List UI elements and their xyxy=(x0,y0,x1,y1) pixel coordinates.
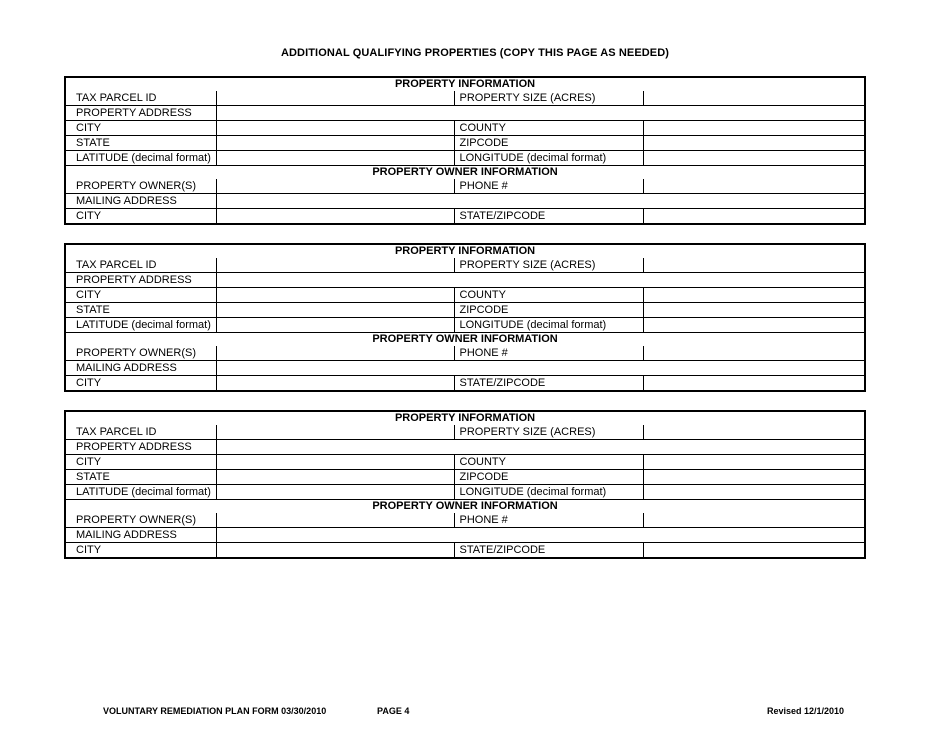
city-field[interactable] xyxy=(216,288,454,303)
tax-parcel-label: TAX PARCEL ID xyxy=(65,258,216,273)
longitude-label: LONGITUDE (decimal format) xyxy=(454,318,643,333)
owner-label: PROPERTY OWNER(S) xyxy=(65,513,216,528)
mailing-address-field[interactable] xyxy=(216,194,865,209)
state-zip-row xyxy=(65,136,865,151)
zipcode-field[interactable] xyxy=(643,136,865,151)
property-address-row xyxy=(65,273,865,288)
owner-city-row xyxy=(65,543,865,559)
county-label: COUNTY xyxy=(454,288,643,303)
phone-label: PHONE # xyxy=(454,179,643,194)
county-label: COUNTY xyxy=(454,121,643,136)
latitude-field[interactable] xyxy=(216,318,454,333)
property-size-field[interactable] xyxy=(643,91,865,106)
owner-city-row xyxy=(65,209,865,225)
property-size-label: PROPERTY SIZE (ACRES) xyxy=(454,258,643,273)
mailing-address-label: MAILING ADDRESS xyxy=(65,361,216,376)
longitude-label: LONGITUDE (decimal format) xyxy=(454,485,643,500)
latitude-label: LATITUDE (decimal format) xyxy=(65,151,216,166)
owner-field[interactable] xyxy=(216,179,454,194)
latitude-field[interactable] xyxy=(216,151,454,166)
tax-parcel-field[interactable] xyxy=(216,425,454,440)
footer-form-name: VOLUNTARY REMEDIATION PLAN FORM 03/30/2010 xyxy=(103,706,327,716)
tax-parcel-field[interactable] xyxy=(216,258,454,273)
owner-info-header-row xyxy=(65,333,865,347)
property-size-field[interactable] xyxy=(643,425,865,440)
owner-phone-row xyxy=(65,513,865,528)
owner-info-header: PROPERTY OWNER INFORMATION xyxy=(65,500,865,514)
mailing-address-row xyxy=(65,194,865,209)
owner-label: PROPERTY OWNER(S) xyxy=(65,179,216,194)
county-field[interactable] xyxy=(643,455,865,470)
property-size-field[interactable] xyxy=(643,258,865,273)
longitude-field[interactable] xyxy=(643,485,865,500)
owner-city-row xyxy=(65,376,865,392)
lat-long-row xyxy=(65,485,865,500)
lat-long-row xyxy=(65,151,865,166)
tax-parcel-label: TAX PARCEL ID xyxy=(65,425,216,440)
state-zip-row xyxy=(65,303,865,318)
mailing-address-row xyxy=(65,528,865,543)
owner-info-header: PROPERTY OWNER INFORMATION xyxy=(65,333,865,347)
property-address-row xyxy=(65,440,865,455)
owner-label: PROPERTY OWNER(S) xyxy=(65,346,216,361)
owner-phone-row xyxy=(65,346,865,361)
state-field[interactable] xyxy=(216,470,454,485)
city-label: CITY xyxy=(65,288,216,303)
owner-info-header-row xyxy=(65,500,865,514)
owner-phone-row xyxy=(65,179,865,194)
phone-field[interactable] xyxy=(643,346,865,361)
property-address-field[interactable] xyxy=(216,106,865,121)
property-address-field[interactable] xyxy=(216,440,865,455)
state-zipcode-label: STATE/ZIPCODE xyxy=(454,209,643,225)
zipcode-field[interactable] xyxy=(643,470,865,485)
property-address-label: PROPERTY ADDRESS xyxy=(65,106,216,121)
city-county-row xyxy=(65,288,865,303)
tax-parcel-row xyxy=(65,91,865,106)
property-address-row xyxy=(65,106,865,121)
latitude-label: LATITUDE (decimal format) xyxy=(65,318,216,333)
footer-revised-date: Revised 12/1/2010 xyxy=(767,706,845,716)
property-info-header-row xyxy=(65,411,865,425)
longitude-field[interactable] xyxy=(643,318,865,333)
state-zip-row xyxy=(65,470,865,485)
property-size-label: PROPERTY SIZE (ACRES) xyxy=(454,91,643,106)
city-county-row xyxy=(65,455,865,470)
owner-city-field[interactable] xyxy=(216,376,454,392)
owner-info-header-row xyxy=(65,166,865,180)
property-block-1 xyxy=(64,76,866,225)
state-label: STATE xyxy=(65,470,216,485)
property-address-field[interactable] xyxy=(216,273,865,288)
state-label: STATE xyxy=(65,303,216,318)
longitude-field[interactable] xyxy=(643,151,865,166)
city-field[interactable] xyxy=(216,121,454,136)
zipcode-label: ZIPCODE xyxy=(454,136,643,151)
longitude-label: LONGITUDE (decimal format) xyxy=(454,151,643,166)
state-zipcode-field[interactable] xyxy=(643,543,865,559)
property-info-header: PROPERTY INFORMATION xyxy=(65,411,865,425)
mailing-address-label: MAILING ADDRESS xyxy=(65,528,216,543)
county-label: COUNTY xyxy=(454,455,643,470)
owner-city-field[interactable] xyxy=(216,543,454,559)
state-zipcode-field[interactable] xyxy=(643,376,865,392)
mailing-address-label: MAILING ADDRESS xyxy=(65,194,216,209)
zipcode-label: ZIPCODE xyxy=(454,470,643,485)
owner-info-header: PROPERTY OWNER INFORMATION xyxy=(65,166,865,180)
phone-label: PHONE # xyxy=(454,513,643,528)
owner-city-label: CITY xyxy=(65,209,216,225)
property-size-label: PROPERTY SIZE (ACRES) xyxy=(454,425,643,440)
county-field[interactable] xyxy=(643,288,865,303)
owner-city-label: CITY xyxy=(65,376,216,392)
state-label: STATE xyxy=(65,136,216,151)
state-zipcode-field[interactable] xyxy=(643,209,865,225)
property-info-header: PROPERTY INFORMATION xyxy=(65,77,865,91)
mailing-address-field[interactable] xyxy=(216,528,865,543)
owner-field[interactable] xyxy=(216,346,454,361)
property-info-header: PROPERTY INFORMATION xyxy=(65,244,865,258)
owner-field[interactable] xyxy=(216,513,454,528)
property-address-label: PROPERTY ADDRESS xyxy=(65,440,216,455)
property-info-header-row xyxy=(65,77,865,91)
zipcode-label: ZIPCODE xyxy=(454,303,643,318)
latitude-field[interactable] xyxy=(216,485,454,500)
zipcode-field[interactable] xyxy=(643,303,865,318)
tax-parcel-row xyxy=(65,258,865,273)
lat-long-row xyxy=(65,318,865,333)
footer-page-number: PAGE 4 xyxy=(377,706,410,716)
tax-parcel-row xyxy=(65,425,865,440)
property-block-2 xyxy=(64,243,866,392)
property-address-label: PROPERTY ADDRESS xyxy=(65,273,216,288)
property-info-header-row xyxy=(65,244,865,258)
latitude-label: LATITUDE (decimal format) xyxy=(65,485,216,500)
tax-parcel-label: TAX PARCEL ID xyxy=(65,91,216,106)
page-title: ADDITIONAL QUALIFYING PROPERTIES (COPY THIS PAGE AS NEEDED) xyxy=(280,47,670,59)
owner-city-field[interactable] xyxy=(216,209,454,225)
state-zipcode-label: STATE/ZIPCODE xyxy=(454,376,643,392)
owner-city-label: CITY xyxy=(65,543,216,559)
tax-parcel-field[interactable] xyxy=(216,91,454,106)
city-field[interactable] xyxy=(216,455,454,470)
property-block-3 xyxy=(64,410,866,559)
phone-field[interactable] xyxy=(643,179,865,194)
county-field[interactable] xyxy=(643,121,865,136)
city-label: CITY xyxy=(65,121,216,136)
mailing-address-row xyxy=(65,361,865,376)
phone-field[interactable] xyxy=(643,513,865,528)
state-zipcode-label: STATE/ZIPCODE xyxy=(454,543,643,559)
mailing-address-field[interactable] xyxy=(216,361,865,376)
state-field[interactable] xyxy=(216,303,454,318)
city-county-row xyxy=(65,121,865,136)
phone-label: PHONE # xyxy=(454,346,643,361)
state-field[interactable] xyxy=(216,136,454,151)
city-label: CITY xyxy=(65,455,216,470)
